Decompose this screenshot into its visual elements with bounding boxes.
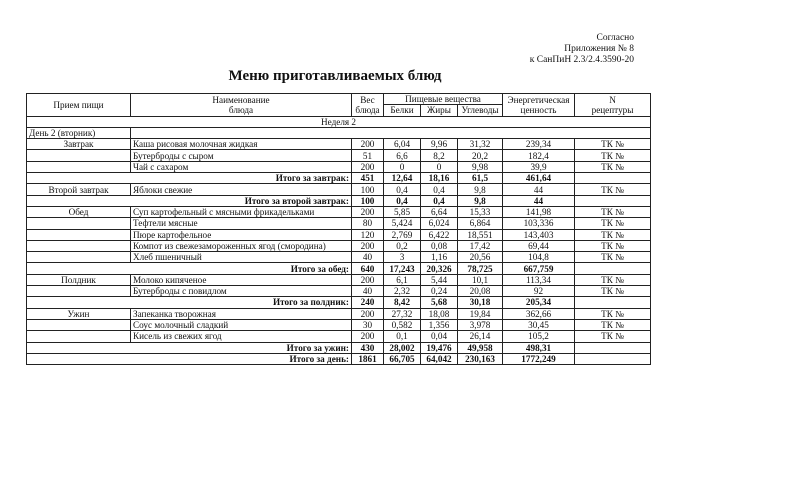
total-fats: 19,476 — [421, 342, 458, 353]
dish-recipe: ТК № — [575, 184, 651, 195]
header-weight-line1: Вес — [360, 94, 375, 105]
header-dish-line2: блюда — [228, 104, 254, 115]
dish-energy: 30,45 — [503, 319, 575, 330]
dish-name: Молоко кипяченое — [131, 274, 352, 285]
dish-carbs: 9,98 — [458, 161, 503, 172]
total-energy: 667,759 — [503, 263, 575, 274]
total-label: Итого за завтрак: — [27, 173, 352, 184]
dish-energy: 182,4 — [503, 150, 575, 161]
dish-recipe: ТК № — [575, 308, 651, 319]
dish-energy: 92 — [503, 286, 575, 297]
approval-note — [530, 33, 634, 66]
meal-name — [27, 319, 131, 330]
meal-name — [27, 240, 131, 251]
dish-name: Каша рисовая молочная жидкая — [131, 139, 352, 150]
dish-recipe: ТК № — [575, 139, 651, 150]
meal-name — [27, 252, 131, 263]
dish-fats: 1,356 — [421, 319, 458, 330]
dish-proteins: 0 — [384, 161, 421, 172]
total-weight: 451 — [352, 173, 384, 184]
dish-carbs: 17,42 — [458, 240, 503, 251]
dish-fats: 8,2 — [421, 150, 458, 161]
header-weight — [352, 94, 384, 117]
dish-carbs: 20,08 — [458, 286, 503, 297]
dish-carbs: 19,84 — [458, 308, 503, 319]
dish-recipe: ТК № — [575, 218, 651, 229]
dish-proteins: 27,32 — [384, 308, 421, 319]
dish-proteins: 6,1 — [384, 274, 421, 285]
total-proteins: 28,002 — [384, 342, 421, 353]
total-row — [27, 195, 651, 206]
day-label: День 2 (вторник) — [27, 127, 131, 138]
total-row — [27, 353, 651, 364]
dish-row — [27, 184, 651, 195]
dish-name: Пюре картофельное — [131, 229, 352, 240]
page-title: Меню приготавливаемых блюд — [228, 68, 442, 84]
total-recipe-empty — [575, 195, 651, 206]
menu-table — [26, 93, 651, 365]
dish-carbs: 26,14 — [458, 331, 503, 342]
total-proteins: 66,705 — [384, 353, 421, 364]
dish-row — [27, 206, 651, 217]
dish-recipe: ТК № — [575, 286, 651, 297]
dish-energy: 69,44 — [503, 240, 575, 251]
dish-fats: 6,64 — [421, 206, 458, 217]
total-weight: 430 — [352, 342, 384, 353]
dish-carbs: 20,2 — [458, 150, 503, 161]
dish-name: Бутерброды с повидлом — [131, 286, 352, 297]
approval-line-3: к СанПиН 2.3/2.4.3590-20 — [529, 55, 634, 65]
menu-body — [27, 116, 651, 365]
dish-row — [27, 150, 651, 161]
header-weight-line2: блюда — [355, 104, 380, 115]
total-weight: 1861 — [352, 353, 384, 364]
dish-energy: 113,34 — [503, 274, 575, 285]
header-row-1 — [27, 94, 651, 105]
header-recipe — [575, 94, 651, 117]
total-energy: 461,64 — [503, 173, 575, 184]
dish-row — [27, 139, 651, 150]
dish-energy: 141,98 — [503, 206, 575, 217]
dish-weight: 200 — [352, 139, 384, 150]
total-label: Итого за второй завтрак: — [27, 195, 352, 206]
total-weight: 640 — [352, 263, 384, 274]
dish-proteins: 5,424 — [384, 218, 421, 229]
dish-proteins: 3 — [384, 252, 421, 263]
dish-carbs: 20,56 — [458, 252, 503, 263]
dish-recipe: ТК № — [575, 206, 651, 217]
dish-fats: 18,08 — [421, 308, 458, 319]
header-recipe-line1: N — [609, 94, 616, 105]
dish-proteins: 0,4 — [384, 184, 421, 195]
dish-fats: 0,24 — [421, 286, 458, 297]
meal-name: Завтрак — [27, 139, 131, 150]
dish-recipe: ТК № — [575, 319, 651, 330]
total-carbs: 30,18 — [458, 297, 503, 308]
dish-carbs: 18,551 — [458, 229, 503, 240]
header-energy — [503, 94, 575, 117]
dish-carbs: 3,978 — [458, 319, 503, 330]
dish-name: Чай с сахаром — [131, 161, 352, 172]
dish-recipe: ТК № — [575, 240, 651, 251]
dish-proteins: 0,582 — [384, 319, 421, 330]
total-weight: 100 — [352, 195, 384, 206]
total-proteins: 0,4 — [384, 195, 421, 206]
dish-weight: 200 — [352, 308, 384, 319]
dish-row — [27, 308, 651, 319]
dish-energy: 104,8 — [503, 252, 575, 263]
dish-row — [27, 229, 651, 240]
approval-line-1: Согласно — [596, 33, 634, 43]
total-energy: 44 — [503, 195, 575, 206]
dish-weight: 30 — [352, 319, 384, 330]
dish-name: Хлеб пшеничный — [131, 252, 352, 263]
total-fats: 20,326 — [421, 263, 458, 274]
dish-fats: 9,96 — [421, 139, 458, 150]
dish-name: Компот из свежезамороженных ягод (смородина) — [131, 240, 352, 251]
dish-fats: 0,08 — [421, 240, 458, 251]
dish-energy: 143,403 — [503, 229, 575, 240]
dish-name: Яблоки свежие — [131, 184, 352, 195]
meal-name — [27, 229, 131, 240]
week-row — [27, 116, 651, 127]
dish-weight: 100 — [352, 184, 384, 195]
header-nutrients: Пищевые вещества — [384, 94, 503, 105]
dish-row — [27, 274, 651, 285]
dish-name: Соус молочный сладкий — [131, 319, 352, 330]
dish-recipe: ТК № — [575, 252, 651, 263]
dish-row — [27, 331, 651, 342]
total-energy: 205,34 — [503, 297, 575, 308]
dish-carbs: 15,33 — [458, 206, 503, 217]
total-row — [27, 342, 651, 353]
header-energy-line2: ценность — [520, 104, 557, 115]
dish-weight: 200 — [352, 274, 384, 285]
dish-fats: 0,04 — [421, 331, 458, 342]
dish-fats: 1,16 — [421, 252, 458, 263]
dish-weight: 200 — [352, 161, 384, 172]
dish-recipe: ТК № — [575, 161, 651, 172]
dish-row — [27, 252, 651, 263]
dish-proteins: 2,769 — [384, 229, 421, 240]
total-proteins: 12,64 — [384, 173, 421, 184]
day-row — [27, 127, 651, 138]
total-label: Итого за обед: — [27, 263, 352, 274]
dish-name: Тефтели мясные — [131, 218, 352, 229]
total-proteins: 17,243 — [384, 263, 421, 274]
meal-name — [27, 218, 131, 229]
dish-weight: 200 — [352, 331, 384, 342]
total-recipe-empty — [575, 263, 651, 274]
dish-proteins: 0,1 — [384, 331, 421, 342]
meal-name — [27, 331, 131, 342]
dish-energy: 239,34 — [503, 139, 575, 150]
dish-row — [27, 161, 651, 172]
total-label: Итого за ужин: — [27, 342, 352, 353]
dish-weight: 51 — [352, 150, 384, 161]
dish-fats: 0,4 — [421, 184, 458, 195]
dish-proteins: 6,6 — [384, 150, 421, 161]
total-row — [27, 297, 651, 308]
dish-weight: 120 — [352, 229, 384, 240]
header-meal: Прием пищи — [27, 94, 131, 117]
header-dish-line1: Наименование — [212, 94, 270, 105]
dish-energy: 44 — [503, 184, 575, 195]
dish-recipe: ТК № — [575, 274, 651, 285]
total-energy: 498,31 — [503, 342, 575, 353]
dish-name: Кисель из свежих ягод — [131, 331, 352, 342]
dish-proteins: 2,32 — [384, 286, 421, 297]
dish-proteins: 5,85 — [384, 206, 421, 217]
dish-row — [27, 319, 651, 330]
dish-fats: 6,024 — [421, 218, 458, 229]
meal-name: Ужин — [27, 308, 131, 319]
approval-line-2: Приложения № 8 — [564, 44, 634, 54]
total-carbs: 230,163 — [458, 353, 503, 364]
total-recipe-empty — [575, 173, 651, 184]
total-row — [27, 173, 651, 184]
week-label: Неделя 2 — [27, 116, 651, 127]
dish-weight: 200 — [352, 240, 384, 251]
header-dish — [131, 94, 352, 117]
total-proteins: 8,42 — [384, 297, 421, 308]
total-fats: 0,4 — [421, 195, 458, 206]
meal-name: Обед — [27, 206, 131, 217]
dish-recipe: ТК № — [575, 331, 651, 342]
dish-proteins: 6,04 — [384, 139, 421, 150]
dish-fats: 5,44 — [421, 274, 458, 285]
dish-carbs: 31,32 — [458, 139, 503, 150]
dish-carbs: 10,1 — [458, 274, 503, 285]
dish-proteins: 0,2 — [384, 240, 421, 251]
dish-energy: 39,9 — [503, 161, 575, 172]
total-carbs: 9,8 — [458, 195, 503, 206]
total-fats: 64,042 — [421, 353, 458, 364]
total-row — [27, 263, 651, 274]
total-energy: 1772,249 — [503, 353, 575, 364]
dish-row — [27, 240, 651, 251]
dish-row — [27, 218, 651, 229]
total-weight: 240 — [352, 297, 384, 308]
dish-carbs: 9,8 — [458, 184, 503, 195]
dish-name: Запеканка творожная — [131, 308, 352, 319]
meal-name: Второй завтрак — [27, 184, 131, 195]
header-proteins: Белки — [384, 105, 421, 116]
dish-row — [27, 286, 651, 297]
dish-weight: 80 — [352, 218, 384, 229]
header-fats: Жиры — [421, 105, 458, 116]
dish-recipe: ТК № — [575, 229, 651, 240]
header-carbs: Углеводы — [458, 105, 503, 116]
meal-name — [27, 161, 131, 172]
dish-fats: 0 — [421, 161, 458, 172]
total-label: Итого за день: — [27, 353, 352, 364]
dish-name: Суп картофельный с мясными фрикадельками — [131, 206, 352, 217]
day-row-filler — [131, 127, 651, 138]
dish-energy: 105,2 — [503, 331, 575, 342]
total-carbs: 49,958 — [458, 342, 503, 353]
dish-energy: 362,66 — [503, 308, 575, 319]
dish-name: Бутерброды с сыром — [131, 150, 352, 161]
meal-name — [27, 286, 131, 297]
dish-weight: 40 — [352, 286, 384, 297]
dish-fats: 6,422 — [421, 229, 458, 240]
dish-recipe: ТК № — [575, 150, 651, 161]
header-recipe-line2: рецептуры — [591, 104, 634, 115]
total-label: Итого за полдник: — [27, 297, 352, 308]
total-fats: 5,68 — [421, 297, 458, 308]
total-carbs: 61,5 — [458, 173, 503, 184]
dish-weight: 40 — [352, 252, 384, 263]
total-recipe-empty — [575, 342, 651, 353]
meal-name: Полдник — [27, 274, 131, 285]
total-carbs: 78,725 — [458, 263, 503, 274]
total-recipe-empty — [575, 297, 651, 308]
meal-name — [27, 150, 131, 161]
total-recipe-empty — [575, 353, 651, 364]
dish-energy: 103,336 — [503, 218, 575, 229]
header-energy-line1: Энергетическая — [507, 94, 570, 105]
dish-carbs: 6,864 — [458, 218, 503, 229]
total-fats: 18,16 — [421, 173, 458, 184]
dish-weight: 200 — [352, 206, 384, 217]
